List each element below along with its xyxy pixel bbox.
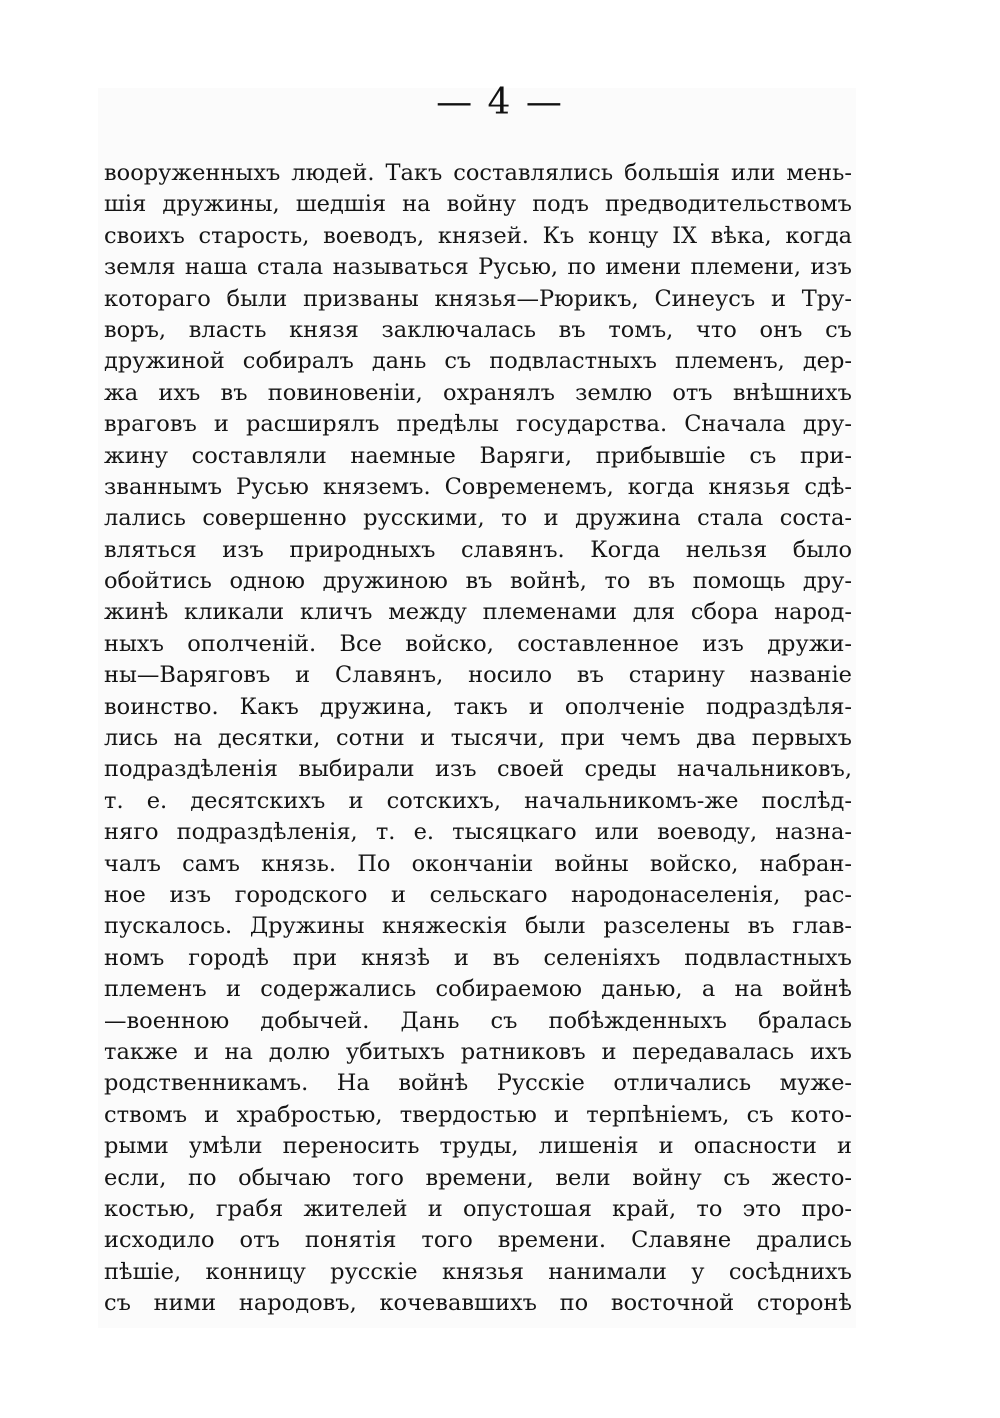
text-line: вляться изъ природныхъ славянъ. Когда нельзя было <box>104 536 852 563</box>
text-line: жинѣ кликали кличъ между племенами для сбора народ- <box>104 599 852 626</box>
text-line: пѣшiе, конницу русскiе князья нанимали у сосѣднихъ <box>104 1258 852 1285</box>
text-line: котораго были призваны князья—Рюрикъ, Синеусъ и Тру- <box>104 285 852 312</box>
text-line: костью, грабя жителей и опустошая край, то это про- <box>104 1195 852 1222</box>
text-line: номъ городѣ при князѣ и въ селенiяхъ подвластныхъ <box>104 944 852 971</box>
text-line: если, по обычаю того времени, вели войну съ жесто- <box>104 1164 852 1191</box>
text-line: —военною добычей. Дань съ побѣжденныхъ бралась <box>104 1007 852 1034</box>
text-line: жа ихъ въ повиновенiи, охранялъ землю отъ внѣшнихъ <box>104 379 852 406</box>
page-number: — 4 — <box>436 82 564 123</box>
text-line: пускалось. Дружины княжескiя были разселены въ глав- <box>104 913 852 940</box>
text-line: также и на долю убитыхъ ратниковъ и передавалась ихъ <box>104 1038 852 1065</box>
text-line: исходило отъ понятiя того времени. Славяне дрались <box>104 1227 852 1254</box>
text-line: няго подраздѣленiя, т. е. тысяцкаго или воеводу, назна- <box>104 819 852 846</box>
text-line: съ ними народовъ, кочевавшихъ по восточной сторонѣ <box>104 1290 852 1317</box>
text-line: ное изъ городского и сельскаго народонаселенiя, рас- <box>104 881 852 908</box>
text-line: обойтись одною дружиною въ войнѣ, то въ помощь дру- <box>104 568 852 595</box>
text-line: шiя дружины, шедшiя на войну подъ предводительствомъ <box>104 191 852 218</box>
text-line: ныхъ ополченiй. Все войско, составленное изъ дружи- <box>104 630 852 657</box>
text-line: вооруженныхъ людей. Такъ составлялись большiя или мень- <box>104 160 852 186</box>
text-line: дружиной собиралъ дань съ подвластныхъ племенъ, дер- <box>104 348 852 375</box>
text-line: ны—Варяговъ и Славянъ, носило въ старину названiе <box>104 662 852 689</box>
text-line: т. е. десятскихъ и сотскихъ, начальникомъ-же послѣд- <box>104 787 852 814</box>
text-line: земля наша стала называться Русью, по имени племени, изъ <box>104 254 852 281</box>
text-line: воръ, власть князя заключалась въ томъ, что онъ съ <box>104 316 852 343</box>
text-line: жину составляли наемные Варяги, прибывшiе съ при- <box>104 442 852 469</box>
text-line: званнымъ Русью княземъ. Современемъ, когда князья сдѣ- <box>104 473 852 500</box>
text-line: родственникамъ. На войнѣ Русскiе отличались муже- <box>104 1070 852 1097</box>
text-line: своихъ старость, воеводъ, князей. Къ концу IX вѣка, когда <box>104 222 852 249</box>
text-line: племенъ и содержались собираемою данью, а на войнѣ <box>104 976 852 1003</box>
text-line: рыми умѣли переносить труды, лишенiя и опасности и <box>104 1133 852 1160</box>
text-line: подраздѣленiя выбирали изъ своей среды начальниковъ, <box>104 756 852 783</box>
text-line: лались совершенно русскими, то и дружина стала соста- <box>104 505 852 532</box>
text-line: враговъ и расширялъ предѣлы государства. Сначала дру- <box>104 411 852 438</box>
text-line: ствомъ и храбростью, твердостью и терпѣнiемъ, съ кото- <box>104 1101 852 1128</box>
body-text <box>104 158 852 1319</box>
text-line: лись на десятки, сотни и тысячи, при чемъ два первыхъ <box>104 725 852 752</box>
text-line: воинство. Какъ дружина, такъ и ополченiе подраздѣля- <box>104 693 852 720</box>
text-line: чалъ самъ князь. По окончанiи войны войско, набран- <box>104 850 852 877</box>
